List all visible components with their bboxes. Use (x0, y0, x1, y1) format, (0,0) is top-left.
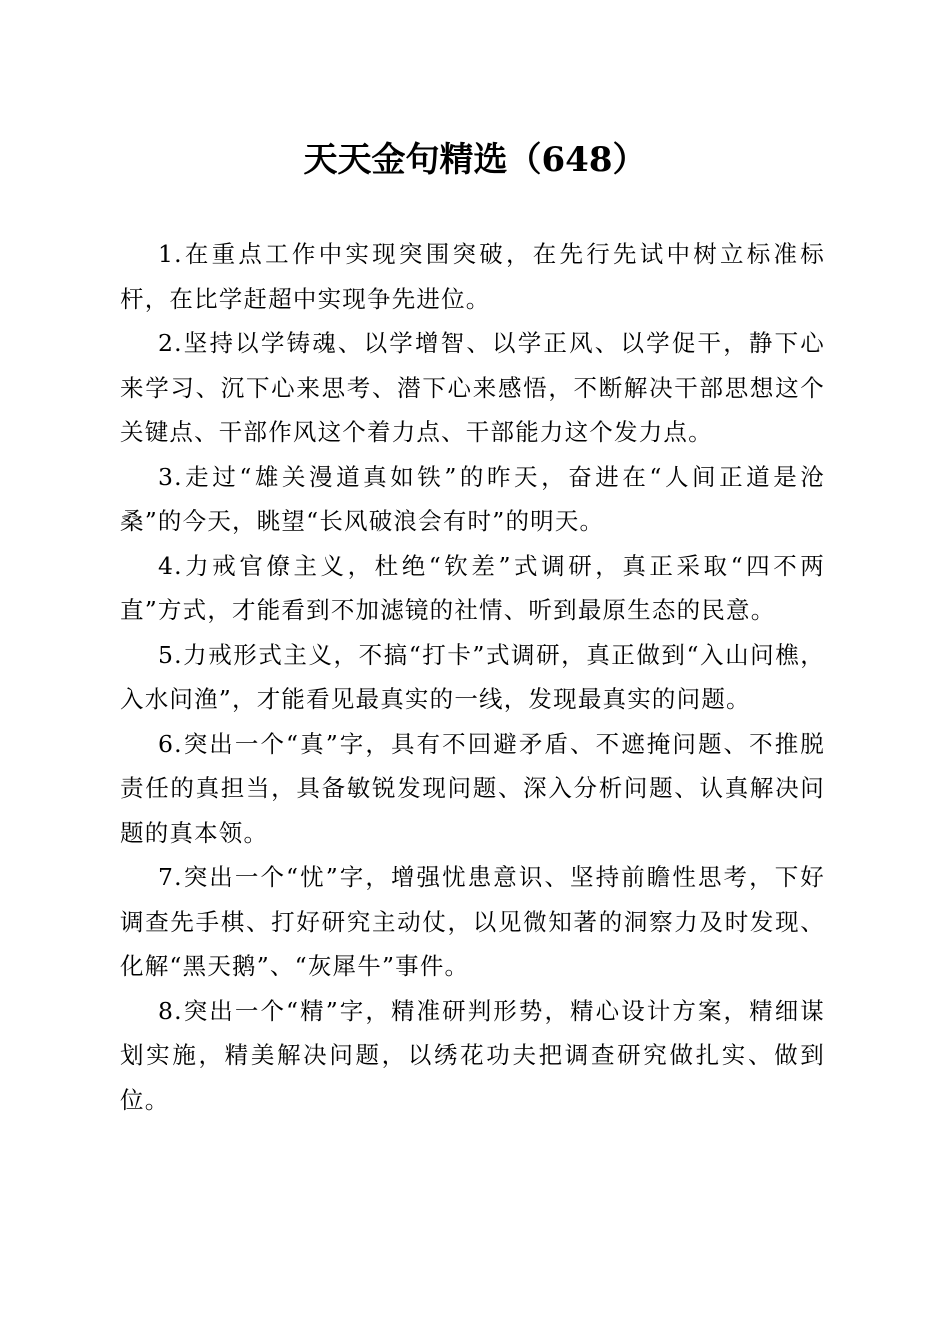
paragraph-1: 1.在重点工作中实现突围突破，在先行先试中树立标准标杆，在比学赶超中实现争先进位。 (120, 240, 825, 313)
page-title: 天天金句精选（648） (303, 140, 647, 180)
paragraph-3: 3.走过“雄关漫道真如铁”的昨天，奋进在“人间正道是沧桑”的今天，眺望“长风破浪会有时”的明天。 (120, 462, 825, 535)
paragraph-8: 8.突出一个“精”字，精准研判形势，精心设计方案，精细谋划实施，精美解决问题，以绣花功夫把调查研究做扎实、做到位。 (120, 996, 825, 1114)
paragraph-7: 7.突出一个“忧”字，增强忧患意识、坚持前瞻性思考，下好调查先手棋、打好研究主动仗，以见微知著的洞察力及时发现、化解“黑天鹅”、“灰犀牛”事件。 (120, 863, 825, 980)
paragraph-4: 4.力戒官僚主义，杜绝“钦差”式调研，真正采取“四不两直”方式，才能看到不加滤镜的社情、听到最原生态的民意。 (120, 551, 825, 624)
paragraph-5: 5.力戒形式主义，不搞“打卡”式调研，真正做到“入山问樵，入水问渔”，才能看见最真实的一线，发现最真实的问题。 (120, 640, 825, 713)
paragraph-6: 6.突出一个“真”字，具有不回避矛盾、不遮掩问题、不推脱责任的真担当，具备敏锐发现问题、深入分析问题、认真解决问题的真本领。 (120, 729, 825, 847)
document-body (120, 232, 825, 1122)
paragraph-2: 2.坚持以学铸魂、以学增智、以学正风、以学促干，静下心来学习、沉下心来思考、潜下心来感悟，不断解决干部思想这个关键点、干部作风这个着力点、干部能力这个发力点。 (120, 329, 825, 446)
